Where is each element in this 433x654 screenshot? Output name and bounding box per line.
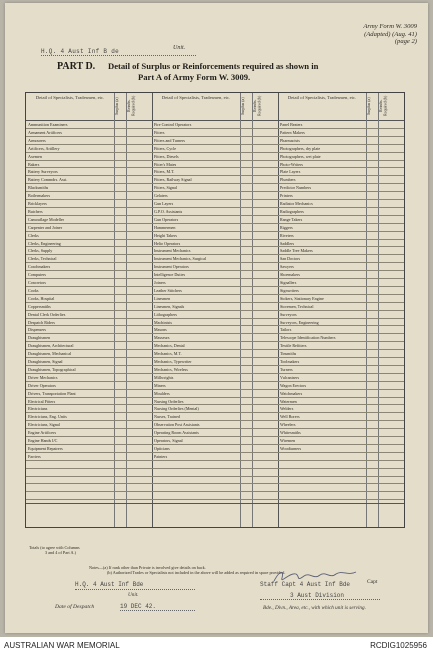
surplus-header: Surplus (a)	[366, 97, 371, 115]
table-row: Cooks, Hospital	[28, 295, 55, 301]
table-row: Fitters and Turners	[154, 137, 185, 143]
table-row: Instrument Operators	[154, 264, 189, 270]
table-row: Telescope Identification Numbers	[280, 335, 336, 341]
unit-bottom-label: Unit.	[128, 592, 139, 598]
note-a: Notes—(a) If rank other than Private is involved give details on back.	[89, 565, 206, 570]
signer-rank: Capt	[367, 579, 378, 585]
table-row: Despatch Riders	[28, 319, 55, 325]
table-row: Fitters, Railway Signal	[154, 177, 192, 183]
archive-name: AUSTRALIAN WAR MEMORIAL	[4, 641, 120, 650]
table-row: Operating Room Assistants	[154, 430, 199, 436]
table-row: Coppersmiths	[28, 303, 51, 309]
table-row: Linesmen, Signals	[154, 303, 185, 309]
surplus-header: Surplus (a)	[240, 97, 245, 115]
archive-footer	[0, 637, 433, 654]
table-row: Linesmen	[154, 295, 171, 301]
unit-bottom-line	[75, 589, 195, 590]
row-rule	[26, 262, 404, 263]
table-row: Carpenter and Joiner	[28, 224, 63, 230]
table-row: Battery Commdrs. Asst.	[28, 177, 68, 183]
row-rule	[26, 207, 404, 208]
table-row: Coachmakers	[28, 264, 51, 270]
table-row: Radiator Mechanics	[280, 201, 313, 206]
table-row: Draughtsmen, Mechanical	[28, 351, 72, 357]
row-rule	[26, 483, 404, 484]
form-id-line-3: (page 2)	[394, 38, 417, 46]
reinf-header: Reinfts. Required (b)	[252, 95, 262, 117]
row-rule	[26, 175, 404, 176]
table-row: Camouflage Modeller	[28, 216, 65, 222]
table-row: Millwrights	[154, 374, 174, 380]
row-rule	[26, 381, 404, 382]
table-row: Operators, Signal	[154, 438, 183, 443]
table-row: G.P.O. Assistants	[154, 208, 183, 214]
table-row: Toolmakers	[280, 359, 300, 364]
row-rule	[26, 325, 404, 326]
table-row: Shoemakers	[280, 272, 301, 278]
row-rule	[26, 160, 404, 161]
table-row: Photographers, wet plate	[280, 153, 321, 159]
row-rule	[26, 452, 404, 453]
table-row: Fire Control Operators	[154, 122, 192, 127]
table-row: Miners	[154, 382, 166, 388]
table-row: Whitesmiths	[280, 430, 301, 436]
table-row: Joiners	[154, 280, 166, 285]
row-rule	[26, 246, 404, 247]
row-rule	[26, 404, 404, 405]
table-row: Driver Operators	[28, 382, 56, 388]
table-row: Riveters	[280, 232, 294, 238]
table-row: Pharmacists	[280, 137, 300, 143]
specialists-table	[25, 92, 405, 528]
signer-value: Staff Capt 4 Aust Inf Bde	[260, 581, 351, 588]
row-rule	[26, 294, 404, 295]
row-rule	[26, 199, 404, 200]
table-row: Printers	[280, 193, 293, 199]
table-row: Ammunition Examiners	[28, 122, 68, 127]
table-row: Fitters, Cycle	[154, 145, 177, 151]
totals-line-1: Totals (to agree with Columns	[29, 545, 80, 550]
table-row: Painters	[154, 453, 168, 459]
row-rule	[26, 476, 404, 477]
table-row: Pattern Makers	[280, 129, 305, 135]
row-rule	[26, 499, 404, 500]
table-row: Wagon Erectors	[280, 382, 307, 388]
table-row: Saddle Tree Makers	[280, 248, 313, 254]
table-row: Radiographers	[280, 208, 304, 214]
table-row: Electricians	[28, 406, 48, 412]
table-row: Battery Surveyors	[28, 169, 58, 175]
column-header: Detail of Specialists, Tradesmen, etc.	[35, 95, 105, 100]
table-row: Fitters, Signal	[154, 185, 177, 191]
unit-field-line	[41, 55, 196, 56]
table-row: Sawyers	[280, 264, 294, 270]
table-row: Mechanics, M.T.	[154, 351, 182, 357]
table-row: Engine Artificers	[28, 430, 57, 436]
table-row: Blacksmiths	[28, 185, 49, 191]
row-rule	[26, 444, 404, 445]
table-row: Mechanics, Dental	[154, 343, 185, 349]
row-rule	[26, 136, 404, 137]
table-row: Plumbers	[280, 177, 296, 183]
date-line	[120, 610, 195, 611]
row-rule	[26, 286, 404, 287]
form-title	[108, 61, 403, 82]
table-row: Leather Stitchers	[154, 287, 182, 293]
row-rule	[26, 436, 404, 437]
table-row: Machinists	[154, 319, 172, 325]
table-row: Saddlers	[280, 240, 295, 246]
table-row: Range Takers	[280, 216, 303, 222]
table-row: Watermen	[280, 398, 297, 404]
row-rule	[26, 128, 404, 129]
signature-line	[260, 599, 380, 600]
row-rule	[26, 239, 404, 240]
table-row: Wiremen	[280, 438, 296, 443]
table-row: Wheelers	[280, 422, 296, 428]
table-row: Fitters, Diesels	[154, 153, 179, 159]
table-row: Gelaters	[154, 193, 168, 199]
table-row: Height Takers	[154, 232, 177, 238]
table-row: Dispensers	[28, 327, 46, 333]
table-row: Engine Hands I/C	[28, 438, 58, 443]
row-rule	[26, 152, 404, 153]
row-rule	[26, 231, 404, 232]
table-row: Storemen, Technical	[280, 303, 314, 309]
row-rule	[26, 397, 404, 398]
table-row: Bricklayers	[28, 201, 47, 206]
table-row: Electricians, Signal	[28, 422, 60, 428]
row-rule	[26, 191, 404, 192]
column-header: Detail of Specialists, Tradesmen, etc.	[287, 95, 357, 100]
row-rule	[26, 270, 404, 271]
row-rule	[26, 341, 404, 342]
table-row: Plate Layers	[280, 169, 301, 175]
table-row: Textile Refitters	[280, 343, 307, 349]
table-row: Armourers	[28, 137, 46, 143]
table-row: Panel Beaters	[280, 122, 303, 127]
row-rule	[26, 491, 404, 492]
row-rule	[26, 412, 404, 413]
table-row: Lithographers	[154, 311, 177, 317]
table-row: Equipment Repairers	[28, 445, 63, 451]
row-rule	[26, 318, 404, 319]
table-row: Tinsmiths	[280, 351, 297, 357]
table-row: Armament Artificers	[28, 129, 62, 135]
table-row: Butchers	[28, 208, 43, 214]
table-row: Woodturners	[280, 445, 302, 451]
row-rule	[26, 357, 404, 358]
table-row: Signallers	[280, 280, 297, 285]
row-rule	[26, 302, 404, 303]
form-page	[5, 3, 428, 633]
table-row: Clerks	[28, 232, 39, 238]
note-b: (b) Authorized Trades or Specialists not included in the above will be added as required in space provided.	[107, 570, 286, 576]
table-row: Farriers	[28, 453, 41, 459]
form-id-line-2: (Adapted) (Aug. 41)	[364, 30, 417, 38]
surplus-header: Surplus (a)	[114, 97, 119, 115]
unit-field-value: H.Q. 4 Aust Inf B de	[41, 48, 120, 55]
table-row: Clerks, Technical	[28, 256, 57, 262]
table-row: Fitters, M.T.	[154, 169, 175, 175]
table-row: Cooks	[28, 287, 39, 293]
unit-field-label: Unit.	[173, 45, 186, 51]
table-row: Riggers	[280, 224, 293, 230]
date-of-despatch-value: 19 DEC 42.	[120, 603, 157, 610]
table-row: Surveyors	[280, 311, 297, 317]
unit-bottom-value: H.Q. 4 Aust Inf Bde	[75, 581, 144, 588]
table-row: Instrument Mechanics, Surgical	[154, 256, 207, 262]
column-header: Detail of Specialists, Tradesmen, etc.	[161, 95, 231, 100]
table-row: Computers	[28, 272, 46, 278]
totals-divider	[26, 503, 404, 504]
table-row: Gun Layers	[154, 201, 174, 206]
table-row: Nurses, Trained	[154, 414, 180, 420]
row-rule	[26, 278, 404, 279]
row-rule	[26, 389, 404, 390]
row-rule	[26, 254, 404, 255]
title-line-1: Detail of Surplus or Reinforcements required as shown in	[108, 61, 319, 71]
table-row: Surveyors, Engineering	[280, 319, 319, 325]
reinf-header: Reinfts. Required (b)	[378, 95, 388, 117]
part-label: PART D.	[57, 61, 96, 72]
row-rule	[26, 144, 404, 145]
table-row: Hammermen	[154, 224, 176, 230]
table-row: Electrical Fitters	[28, 398, 56, 404]
row-rule	[26, 373, 404, 374]
table-row: Draughtsmen, Topographical	[28, 366, 76, 372]
row-rule	[26, 333, 404, 334]
table-row: Watchmakers	[280, 390, 303, 396]
table-row: Gun Operators	[154, 216, 179, 222]
row-rule	[26, 349, 404, 350]
division-value: 3 Aust Division	[290, 592, 345, 599]
table-row: Clerks, Engineering	[28, 240, 61, 246]
table-row: Artificers, Artillery	[28, 145, 60, 151]
table-row: Clerks, Supply	[28, 248, 53, 254]
title-line-2: Part A of Army Form W. 3009.	[138, 71, 251, 82]
table-row: Stokers, Stationary Engine	[280, 295, 324, 301]
table-row: Intelligence Duties	[154, 272, 186, 278]
table-row: Masseurs	[154, 335, 170, 341]
totals-line-2: 3 and 4 of Part A.)	[45, 550, 76, 555]
table-row: Draughtsmen	[28, 335, 51, 341]
table-row: Dental Clerk Orderlies	[28, 311, 66, 317]
table-row: Tailors	[280, 327, 292, 333]
totals-label	[29, 545, 80, 555]
archive-reference: RCDIG1025956	[370, 641, 427, 650]
table-row: Opticians	[154, 445, 170, 451]
row-rule	[26, 460, 404, 461]
date-of-despatch-label: Date of Despatch	[55, 604, 95, 610]
table-row: Moulders	[154, 390, 170, 396]
row-rule	[26, 310, 404, 311]
table-row: Signwriters	[280, 287, 299, 293]
table-row: Well Borers	[280, 414, 300, 420]
table-row: Driver Mechanics	[28, 374, 58, 380]
table-row: Instrument Mechanics	[154, 248, 191, 254]
table-row: Bakers	[28, 161, 40, 167]
table-row: Draughtsmen, Architectural	[28, 343, 74, 349]
row-rule	[26, 215, 404, 216]
table-row: San Doctors	[280, 256, 301, 262]
table-row: Predictor Numbers	[280, 185, 312, 191]
table-row: Electricians, Eng. Units	[28, 414, 67, 420]
reinf-header: Reinfts. Required (b)	[126, 95, 136, 117]
row-rule	[26, 468, 404, 469]
table-row: Fitters	[154, 129, 165, 135]
table-row: Draughtsmen, Signal	[28, 359, 63, 364]
table-row: Welders	[280, 406, 294, 412]
row-rule	[26, 223, 404, 224]
row-rule	[26, 167, 404, 168]
table-row: Photographers, dry plate	[280, 145, 321, 151]
row-rule	[26, 183, 404, 184]
table-row: Mechanics, Wireless	[154, 366, 188, 372]
table-row: Fitter's Mates	[154, 161, 177, 167]
row-rule	[26, 428, 404, 429]
table-row: Concretors	[28, 280, 46, 285]
table-row: Mechanics, Typewriter	[154, 359, 192, 364]
table-row: Boilermakers	[28, 193, 51, 199]
form-identifier	[335, 23, 417, 46]
table-row: Drivers, Transportation Plant	[28, 390, 76, 396]
row-rule	[26, 365, 404, 366]
table-row: Helio Operators	[154, 240, 181, 246]
table-row: Axemen	[28, 153, 42, 159]
table-row: Vulcanisers	[280, 374, 300, 380]
table-row: Photo-Writers	[280, 161, 304, 167]
table-row: Nursing Orderlies (Mental)	[154, 406, 199, 412]
table-row: Masons	[154, 327, 167, 333]
table-row: Observation Post Assistants	[154, 422, 200, 428]
table-row: Turners	[280, 366, 293, 372]
bde-divn-label: Bde., Divn., Area, etc., with which unit is serving.	[263, 605, 366, 611]
table-row: Nursing Orderlies	[154, 398, 184, 404]
row-rule	[26, 420, 404, 421]
form-id-line-1: Army Form W. 3009	[363, 23, 417, 30]
